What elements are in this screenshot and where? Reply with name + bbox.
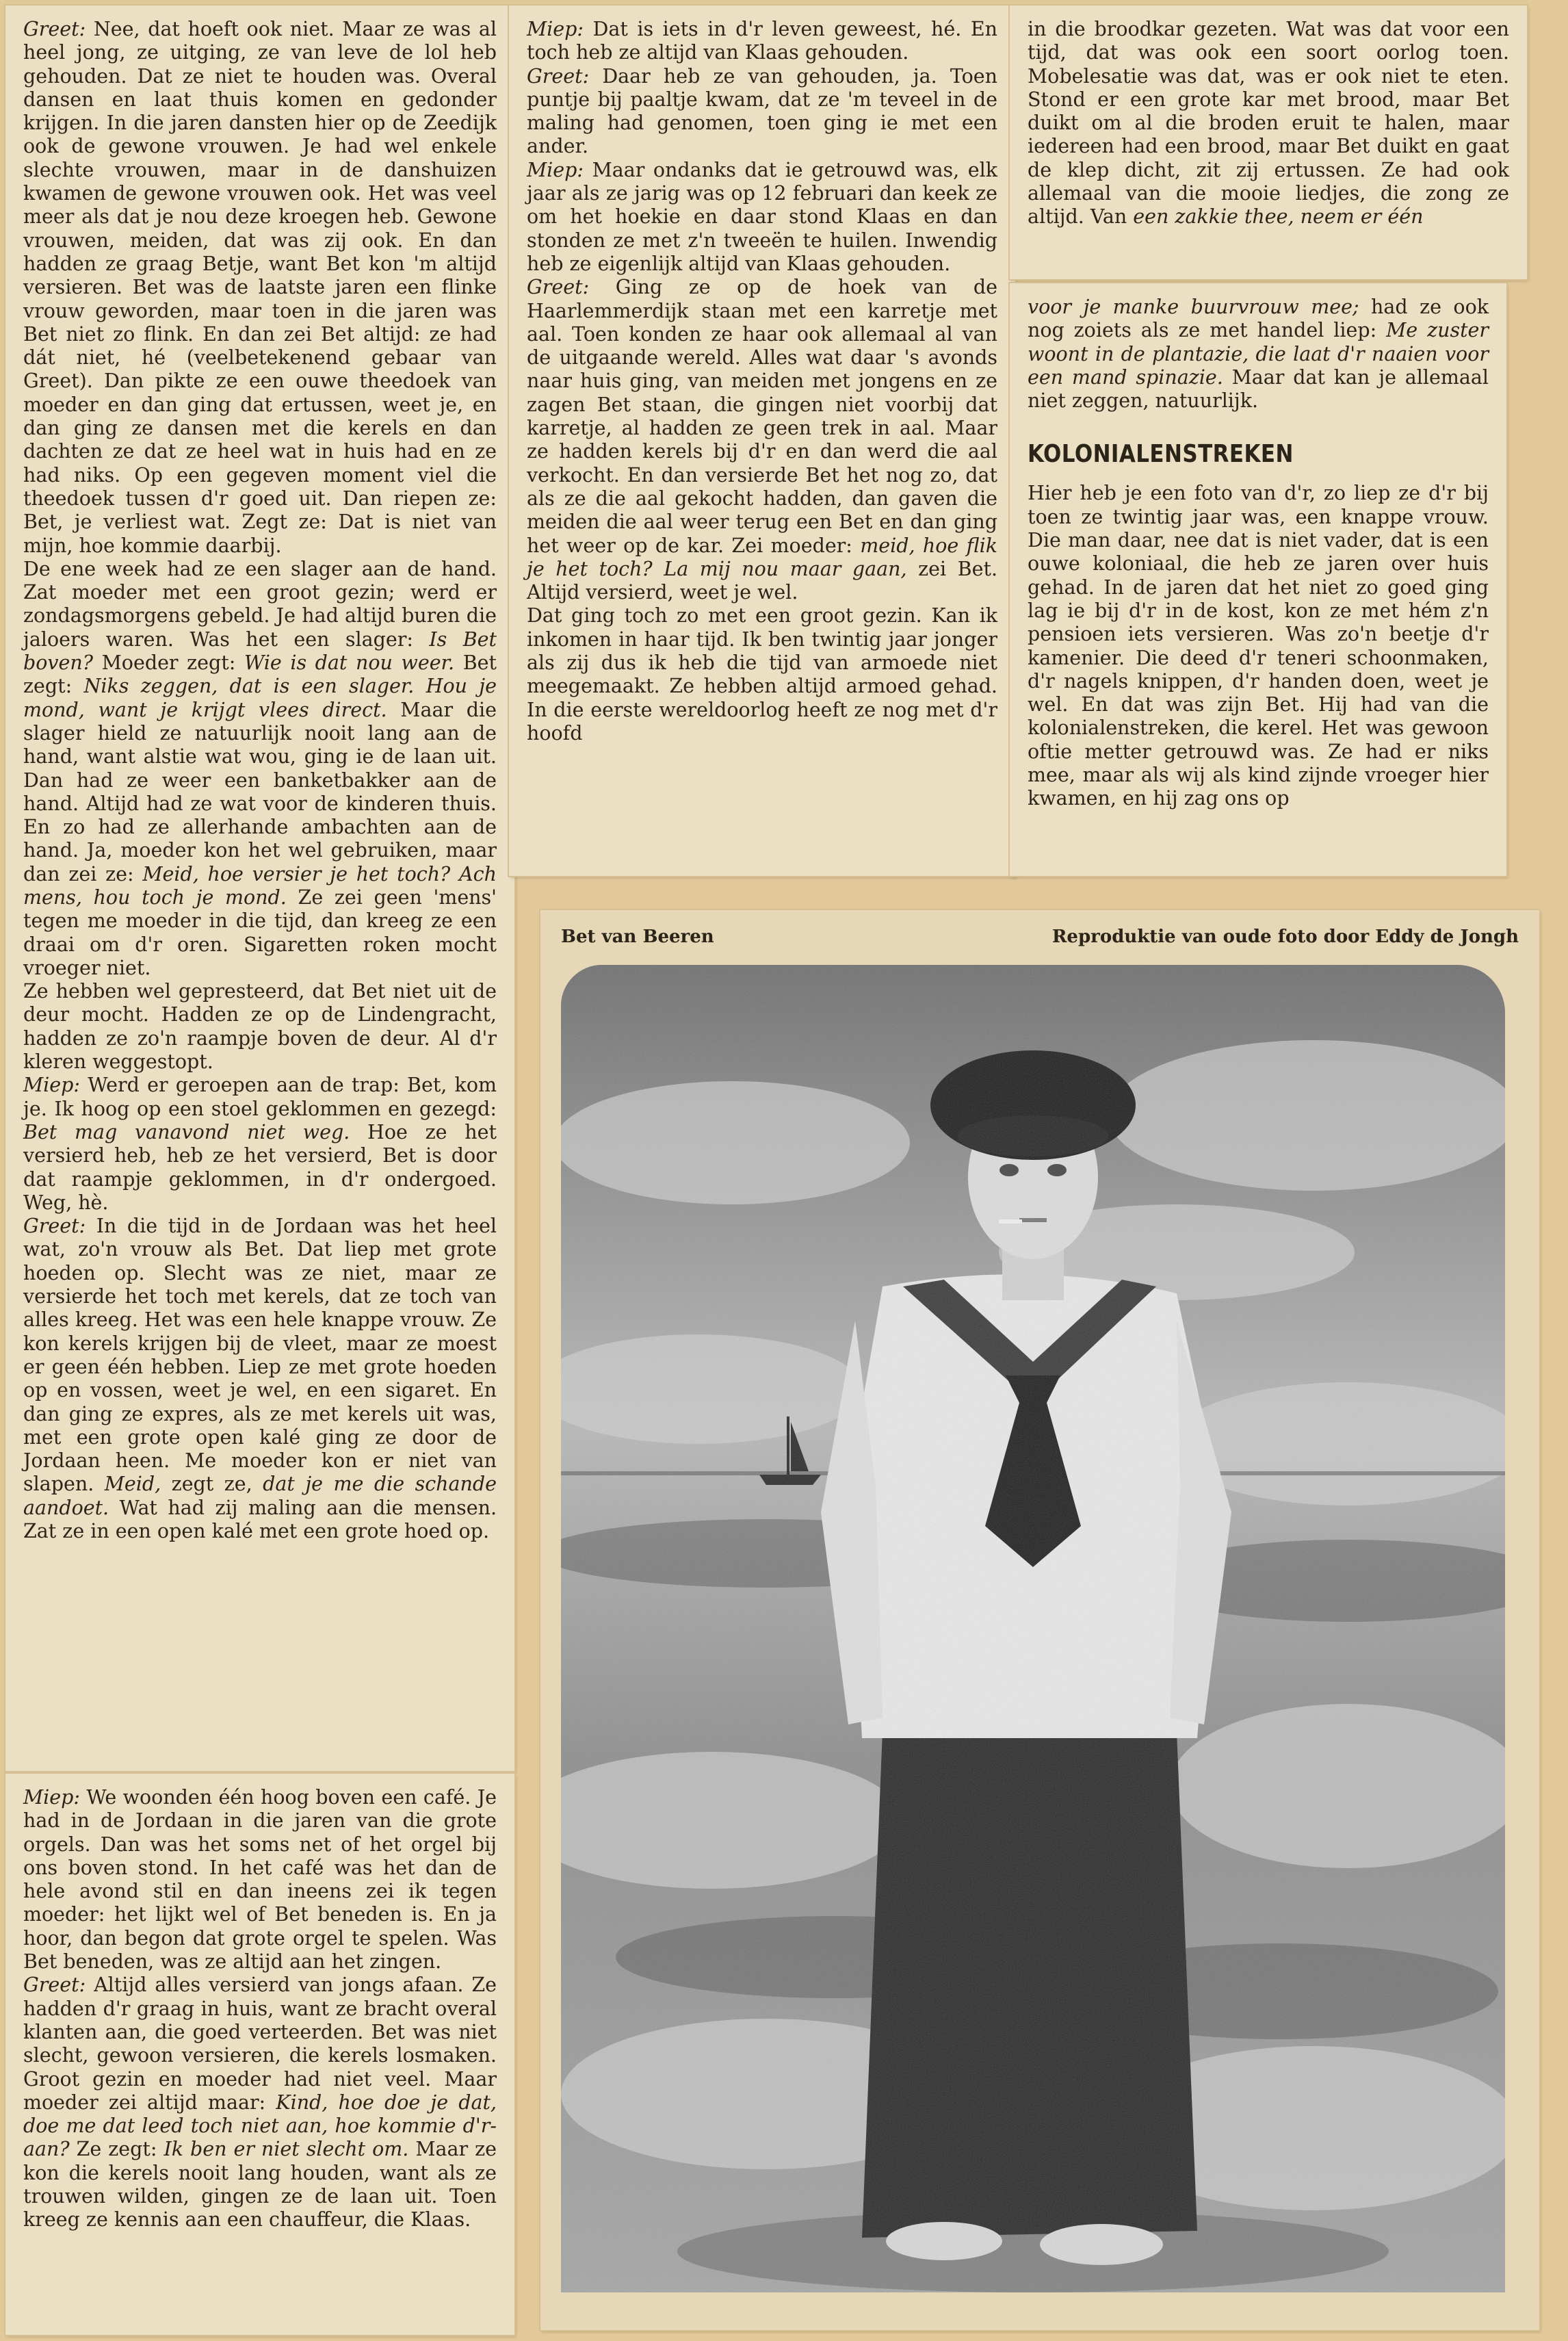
text-run: Daar heb ze van gehouden, ja. Toen puntje bij paaltje kwam, dat ze 'm teveel in de maling had genomen, toen ging ie met een ander. [527,64,997,158]
text-run: De ene week had ze een slager aan de hand. Zat moeder met een groot gezin; werd er zondagsmorgens gebeld. Je had altijd buren die jaloers waren. Was het een slager: [23,557,497,651]
text-run: Ze zei geen 'mens' tegen me moeder in die tijd, dan kreeg ze een draai om d'r oren. Sigaretten roken mocht vroeger niet. [23,885,497,979]
photo-caption-subject: Bet van Beeren [561,927,714,947]
section-heading: KOLONIALENSTREKEN [1028,440,1294,469]
photo-caption-row [561,927,1519,947]
text-run: Ging ze op de hoek van de Haarlemmerdijk staan met een karretje met aal. Toen konden ze haar ook allemaal al van de uitgaande wereld. Alles wat daar 's avonds naar huis ging, van meiden met jongens en ze zagen Bet staan, die gingen niet voorbij dat karretje, al hadden ze geen trek in aal. Maar ze hadden kerels bij d'r en dan werd die aal verkocht. En dan versierde Bet het nog zo, dat als ze die aal gekocht hadden, dan gaven die meiden die aal weer terug een Bet en dan ging het weer op de kar. Zei moeder: [527,276,997,557]
text-run: Maar dat kan je allemaal niet zeggen, natuurlijk. [1028,365,1489,413]
text-run: Wat had zij maling aan die mensen. Zat ze in een open kalé met een grote hoed op. [23,1496,497,1542]
text-run: Ze hebben wel gepresteerd, dat Bet niet uit de deur mocht. Hadden ze op de Lindengracht, hadden ze zo'n raampje boven de deur. Al d'r kleren weggestopt. [23,980,497,1074]
text-run: Dat ging toch zo met een groot gezin. Kan ik inkomen in haar tijd. Ik ben twintig jaar jonger als zij dus ik heb die tijd van armoede niet meegemaakt. Ze hebben altijd armoed gehad. In die eerste wereldoorlog heeft ze nog met d'r hoofd [527,604,997,745]
italic-run: voor je manke buurvrouw mee; [1028,296,1359,318]
text-run: Hoe ze het versierd heb, heb ze het versierd, Bet is door dat raampje geklommen, in d'r ondergoed. Weg, hè. [23,1120,497,1214]
italic-run: Is Bet boven? [23,628,497,675]
text-run: zegt ze, [161,1473,263,1496]
italic-run: Greet: [527,276,590,299]
text-run: We woonden één hoog boven een café. Je had in de Jordaan in die jaren van die grote orgels. Dan was het soms net of het orgel bij ons boven stond. In het café was het dan de hele avond stil en dan ineens zei ik tegen moeder: het lijkt wel of Bet beneden is. En ja hoor, dan begon dat grote orgel te spelen. Was Bet beneden, was ze altijd aan het zingen. [23,1786,497,1974]
article-clipping-col3-bottom [1010,283,1506,876]
text-run: Maar die slager hield ze natuurlijk nooit lang aan de hand, want alstie wat wou, ging ie de laan uit. Dan had ze weer een banketbakker aan de hand. Altijd had ze wat voor de kinderen thuis. En zo had ze allerhande ambachten aan de hand. Ja, moeder kon het wel gebruiken, maar dan zei ze: [23,698,497,885]
article-text [1028,296,1489,413]
italic-run: meid, hoe flik je het toch? La mij nou maar gaan, [527,534,997,580]
article-text [527,18,997,745]
italic-run: Greet: [23,1974,86,1997]
italic-run: Greet: [23,18,86,40]
italic-run: een zakkie thee, neem er één [1133,205,1424,229]
article-text [1028,482,1489,810]
italic-run: Bet mag vanavond niet weg. [23,1120,350,1143]
photo-clipping [540,910,1539,2330]
text-run: Hier heb je een foto van d'r, zo liep ze d'r bij toen ze twintig jaar was, een knappe vrouw. Die man daar, nee dat is niet vader, dat is een ouwe koloniaal, die heb ze jaren over huis gehad. In de jaren dat het niet zo goed ging lag ie bij d'r in de kost, kon ze met hém z'n pensioen iets versieren. Was zo'n beetje d'r kamenier. Die deed d'r teneri schoonmaken, d'r nagels knippen, d'r handen doen, weet je wel. En dat was zijn Bet. Hij had van die kolonialenstreken, die kerel. Het was gewoon oftie metter getrouwd was. Ze had er niks mee, maar als wij als kind zijnde vroeger hier kwamen, en hij zag ons op [1028,482,1489,810]
article-clipping-col1-bottom [5,1774,514,2335]
italic-run: dat je me die schande aandoet. [23,1473,497,1519]
italic-run: Me zuster woont in de plantazie, die laat d'r naaien voor een mand spinazie. [1028,319,1489,389]
text-run: Moeder zegt: [93,651,244,675]
text-run: Maar ze kon die kerels nooit lang houden, want als ze trouwen wilden, gingen ze de laan uit. Toen kreeg ze kennis aan een chauffeur, die Klaas. [23,2138,497,2232]
vintage-portrait-photo [561,965,1505,2292]
text-run: In die tijd in de Jordaan was het heel wat, zo'n vrouw als Bet. Dat liep met grote hoeden op. Slecht was ze niet, maar ze versierde het toch met kerels, dat ze toch van alles kreeg. Het was een hele knappe vrouw. Ze kon kerels krijgen bij de vleet, maar ze moest er geen één hebben. Liep ze met grote hoeden op en vossen, weet je wel, en een sigaret. En dan ging ze expres, als ze met kerels uit was, met een grote open kalé ging ze door de Jordaan heen. Me moeder kon er niet van slapen. [23,1215,497,1496]
text-run: Bet zegt: [23,651,497,698]
italic-run: Niks zeggen, dat is een slager. Hou je mond, want je krijgt vlees direct. [23,675,497,721]
italic-run: Wie is dat nou weer. [244,651,455,675]
text-run: Ze zegt: [69,2138,164,2161]
text-run: zei Bet. Altijd versierd, weet je wel. [527,557,998,604]
article-clipping-col3-top [1010,5,1527,279]
italic-run: Miep: [527,18,584,40]
text-run: Maar ondanks dat ie getrouwd was, elk jaar als ze jarig was op 12 februari dan keek ze om het hoekie en daar stond Klaas en dan stonden ze met z'n tweeën te huilen. Inwendig heb ze eigenlijk altijd van Klaas gehouden. [527,158,997,275]
text-run: in die broodkar gezeten. Wat was dat voor een tijd, dat was ook een soort oorlog toen. Mobelesatie was dat, was er ook niet te eten. Stond er een grote kar met brood, maar Bet duikt om al die broden eruit te halen, maar iedereen had een brood, maar Bet duikt en gaat de klep dicht, zit zij ertussen. Ze had ook allemaal van die mooie liedjes, die zong ze altijd. Van [1028,18,1509,229]
italic-run: Greet: [23,1215,86,1238]
text-run: had ze ook nog zoiets als ze met handel liep: [1028,296,1489,342]
italic-run: Ik ben er niet slecht om. [164,2138,409,2161]
portrait-illustration [561,965,1505,2292]
italic-run: Kind, hoe doe je dat, doe me dat leed toch niet aan, hoe kommie d'r-aan? [23,2091,497,2161]
italic-run: Miep: [527,158,584,181]
article-text [1028,18,1509,229]
text-run: Werd er geroepen aan de trap: Bet, kom je. Ik hoog op een stoel geklommen en gezegd: [23,1074,497,1120]
photo-caption-credit: Reproduktie van oude foto door Eddy de Jongh [1051,927,1519,947]
text-run: Altijd alles versierd van jongs afaan. Ze hadden d'r graag in huis, want ze bracht overal klanten aan, die goed verteerden. Bet was niet slecht, gewoon versieren, die kerels losmaken. Groot gezin en moeder had niet veel. Maar moeder zei altijd maar: [23,1974,497,2114]
text-run: Dat is iets in d'r leven geweest, hé. En toch heb ze altijd van Klaas gehouden. [527,18,997,64]
italic-run: Miep: [23,1074,81,1097]
italic-run: Meid, [104,1473,161,1496]
text-run: Nee, dat hoeft ook niet. Maar ze was al heel jong, ze uitging, ze van leve de lol heb gehouden. Dat ze niet te houden was. Overal dansen en laat thuis komen en gedonder krijgen. In die jaren dansten hier op de Zeedijk ook de gewone vrouwen. Je had wel enkele slechte vrouwen, maar in de danshuizen kwamen de gewone vrouwen ook. Het was veel meer als dat je nou deze kroegen heb. Gewone vrouwen, meiden, dat was zij ook. En dan hadden ze graag Betje, want Bet kon 'm altijd versieren. Bet was de laatste jaren een flinke vrouw geworden, maar toen in die jaren was Bet niet zo flink. En dan zei Bet altijd: ze had dát niet, hé (veelbetekenend gebaar van Greet). Dan pikte ze een ouwe theedoek van moeder en dan ging dat ertussen, weet je, en dan ging ze dansen met die kerels en dan dachten ze dat ze heel wat in huis had en ze had niks. Op een gegeven moment viel die theedoek tussen d'r goed uit. Dan riepen ze: Bet, je verliest wat. Zegt ze: Dat is niet van mijn, hoe kommie daarbij. [23,18,497,557]
italic-run: Meid, hoe versier je het toch? Ach mens, hou toch je mond. [23,862,497,909]
article-text [23,1786,497,2232]
italic-run: Greet: [527,64,590,88]
article-clipping-col1-top [5,5,514,1771]
article-clipping-col2 [509,5,1015,876]
italic-run: Miep: [23,1786,81,1809]
article-text [23,18,497,1543]
